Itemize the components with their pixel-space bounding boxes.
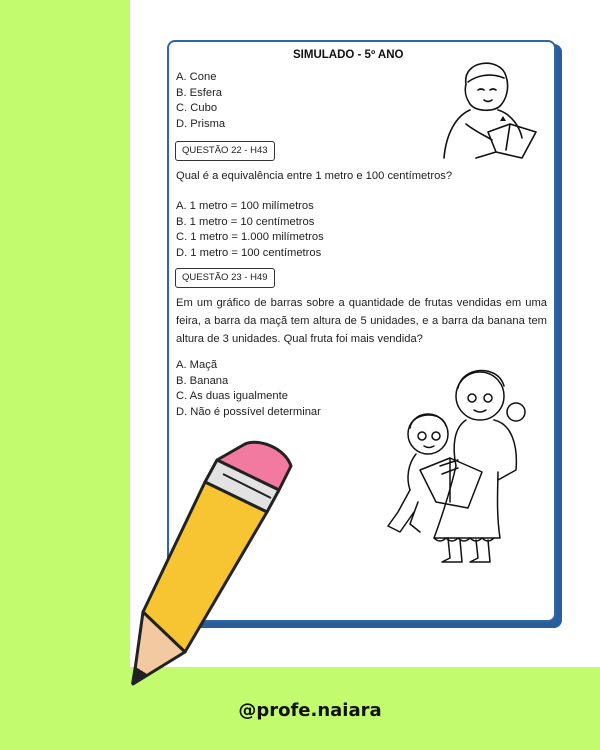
background-left-band: [0, 0, 130, 750]
question-22-tag: QUESTÃO 22 - H43: [175, 141, 275, 161]
option: B. Esfera: [176, 86, 223, 99]
option: B. 1 metro = 10 centímetros: [176, 215, 315, 228]
option: A. Cone: [176, 71, 217, 83]
block1-options: [176, 70, 225, 132]
option: D. 1 metro = 100 centímetros: [176, 246, 322, 259]
option: B. Banana: [176, 374, 229, 387]
pencil-illustration: [125, 438, 305, 693]
question-23-tag: QUESTÃO 23 - H49: [175, 268, 275, 288]
worksheet-title: SIMULADO - 5º ANO: [293, 49, 404, 61]
option: C. As duas igualmente: [176, 390, 288, 403]
option: D. Não é possível determinar: [176, 405, 321, 418]
question-23-options: [176, 358, 321, 420]
option: D. Prisma: [176, 117, 226, 130]
question-22-options: [176, 199, 324, 261]
boy-reading-illustration: [436, 54, 548, 160]
option: A. Maçã: [176, 359, 218, 371]
question-22-text: Qual é a equivalência entre 1 metro e 100 centímetros?: [176, 170, 453, 182]
mother-child-reading-illustration: [380, 362, 530, 574]
option: A. 1 metro = 100 milímetros: [176, 200, 314, 212]
option: C. Cubo: [176, 102, 218, 115]
author-handle: @profe.naiara: [238, 700, 382, 721]
option: C. 1 metro = 1.000 milímetros: [176, 231, 324, 244]
question-23-text: Em um gráfico de barras sobre a quantidade de frutas vendidas em uma feira, a barra da maçã tem altura de 5 unidades, e a barra da banana tem altura de 3 unidades. Qual fruta foi mais vendida?: [176, 297, 547, 345]
